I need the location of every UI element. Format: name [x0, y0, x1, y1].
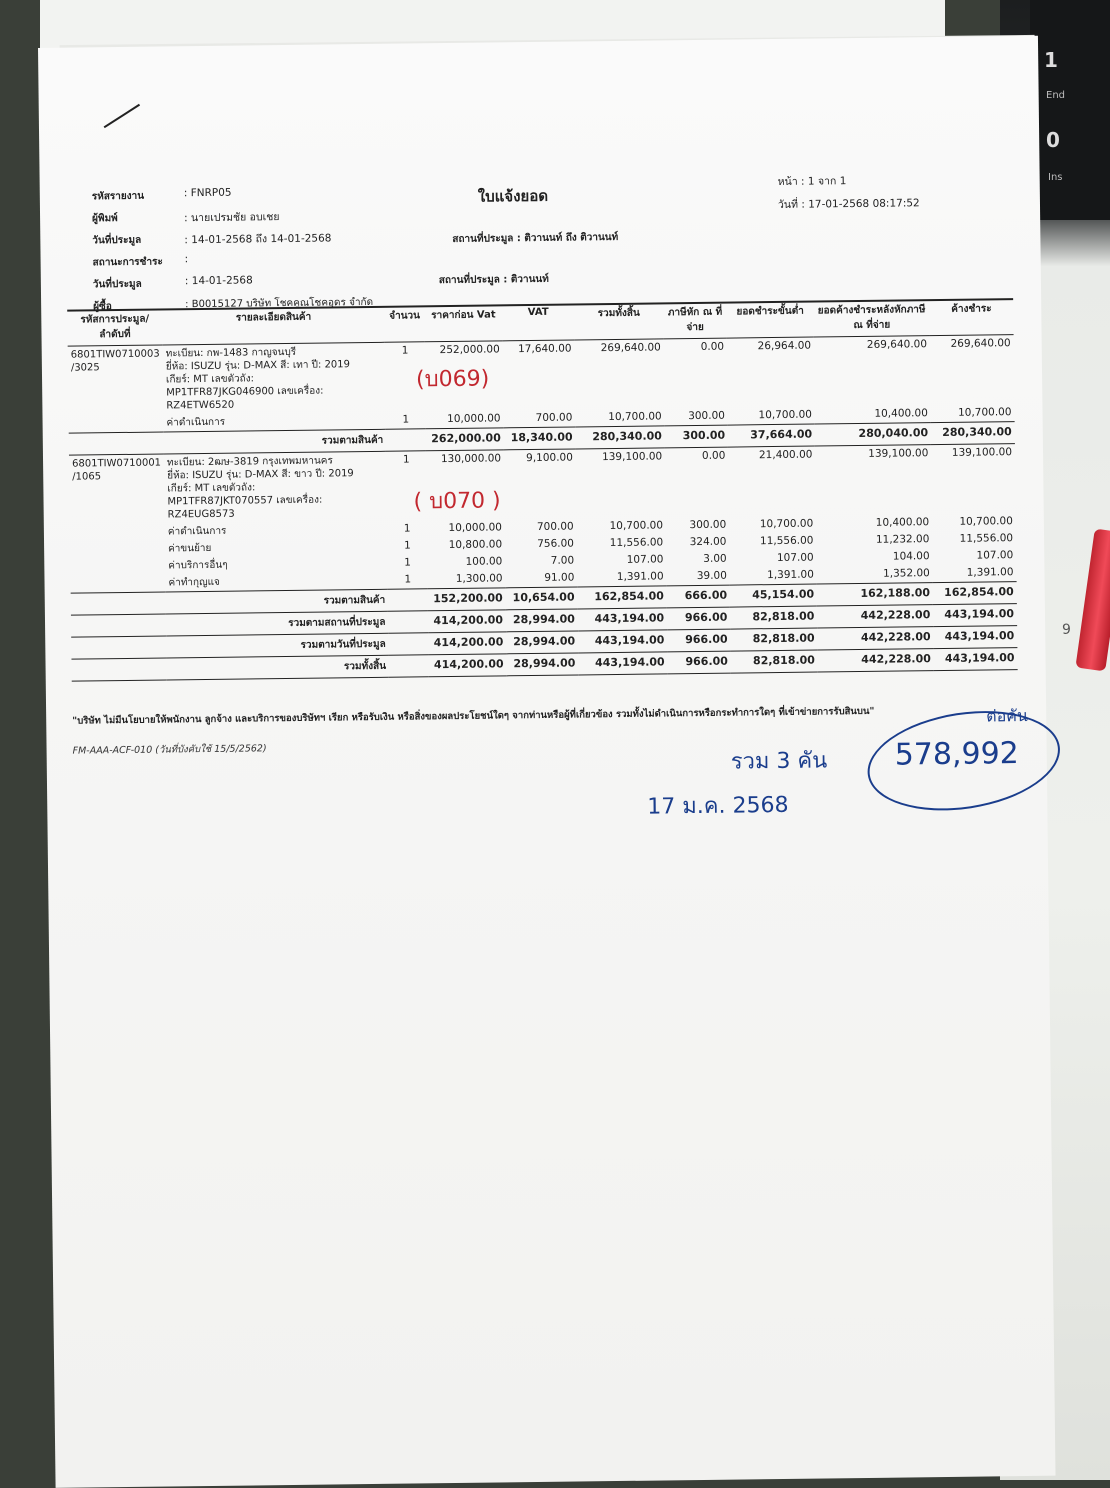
- col-qty: จำนวน: [385, 305, 425, 342]
- document-title: ใบแจ้งยอด: [477, 186, 549, 206]
- total-label: รวมตามสถานที่ประมูล: [166, 611, 389, 636]
- item-min-pay: 10,700.00: [759, 517, 814, 531]
- total-wht: 966.00: [667, 629, 730, 652]
- total-min-pay: 82,818.00: [730, 606, 817, 629]
- subtotal-outstanding: 280,340.00: [931, 422, 1015, 445]
- total-pre-vat: 414,200.00: [428, 632, 506, 655]
- location-range: สถานที่ประมูล : ติวานนท์ ถึง ติวานนท์: [452, 231, 619, 245]
- item-outstanding: 10,700.00: [957, 406, 1012, 419]
- col-total: รวมทั้งสิ้น: [574, 302, 664, 340]
- key-end: End: [1046, 90, 1066, 101]
- subtotal-label: รวมตามสินค้า: [166, 589, 389, 614]
- handwritten-lot-1: (บ069): [415, 366, 490, 393]
- print-date: วันที่ : 17-01-2568 08:17:52: [777, 197, 920, 211]
- key-ins: Ins: [1048, 172, 1063, 183]
- item-wht: 300.00: [689, 518, 727, 532]
- item-desc: ค่าทำกุญแจ: [168, 576, 220, 589]
- disclaimer: "บริษัท ไม่มีนโยบายให้พนักงาน ลูกจ้าง และบริการของบริษัทฯ เรียก หรือรับเงิน หรือสิ่งของผลประโยชน์ใดๆ จากท่านหรือผู้ที่เกี่ยวข้อง รวมทั้งไม่ดำเนินการหรือกระทำการใดๆ ที่เข้าข่ายการรับสินบน": [72, 705, 875, 727]
- item-qty: 1: [403, 522, 411, 535]
- handwritten-amount-note: ต่อคัน: [986, 705, 1028, 726]
- item-desc: ค่าขนย้าย: [168, 542, 212, 555]
- total-after-wht: 442,228.00: [818, 649, 934, 672]
- item-wht: 300.00: [688, 409, 725, 423]
- subtotal-total: 162,854.00: [577, 586, 667, 609]
- item-total: 107.00: [626, 553, 664, 566]
- item-after-wht: 269,640.00: [866, 338, 928, 351]
- item-after-wht: 11,232.00: [875, 533, 930, 546]
- item-outstanding: 139,100.00: [951, 446, 1013, 459]
- handwritten-date: 17 ม.ค. 2568: [647, 792, 789, 820]
- col-wht: ภาษีหัก ณ ที่จ่าย: [663, 302, 727, 339]
- item-desc: ค่าดำเนินการ: [166, 416, 226, 429]
- subtotal-after-wht: 162,188.00: [817, 583, 933, 606]
- item-after-wht: 139,100.00: [868, 447, 929, 460]
- item-qty: 1: [402, 453, 410, 466]
- item-min-pay: 21,400.00: [758, 448, 813, 462]
- item-after-wht: 1,352.00: [882, 567, 930, 580]
- total-min-pay: 82,818.00: [731, 628, 818, 651]
- subtotal-wht: 666.00: [667, 585, 730, 608]
- item-desc: ค่าดำเนินการ: [167, 525, 227, 538]
- subtotal-outstanding: 162,854.00: [933, 582, 1017, 605]
- item-after-wht: 104.00: [892, 550, 930, 563]
- subtotal-vat: 10,654.00: [506, 587, 578, 610]
- item-min-pay: 10,700.00: [758, 408, 813, 422]
- item-qty: 1: [401, 344, 409, 357]
- item-vat: 700.00: [536, 520, 574, 533]
- item-wht: 3.00: [703, 552, 727, 565]
- total-vat: 28,994.00: [506, 653, 578, 676]
- col-min-pay: ยอดชำระขั้นต่ำ: [727, 301, 814, 339]
- subtotal-vat: 18,340.00: [504, 427, 576, 450]
- col-description: รายละเอียดสินค้า: [162, 306, 385, 345]
- total-outstanding: 443,194.00: [933, 604, 1017, 627]
- col-auction-code: รหัสการประมูล/ลำดับที่: [67, 309, 162, 347]
- auction-date-range: : 14-01-2568 ถึง 14-01-2568: [184, 232, 332, 247]
- item-pre-vat: 10,000.00: [448, 521, 502, 535]
- item-total: 11,556.00: [609, 536, 664, 550]
- key-0: 0: [1046, 128, 1060, 152]
- col-outstanding: ค้างชำระ: [929, 298, 1013, 336]
- auction-date-label: วันที่ประมูล: [92, 234, 142, 247]
- report-code-label: รหัสรายงาน: [91, 190, 145, 203]
- item-total: 1,391.00: [616, 570, 664, 583]
- item-outstanding: 10,700.00: [959, 515, 1013, 528]
- subtotal-label: รวมตามสินค้า: [164, 429, 387, 454]
- handwritten-sum-note: รวม 3 คัน: [730, 748, 828, 775]
- col-vat: VAT: [502, 303, 574, 340]
- item-outstanding: 107.00: [976, 549, 1014, 562]
- total-after-wht: 442,228.00: [817, 605, 933, 628]
- item-pre-vat: 10,800.00: [448, 538, 503, 552]
- printer-label: ผู้พิมพ์: [92, 213, 118, 225]
- item-outstanding: 11,556.00: [959, 532, 1014, 545]
- total-outstanding: 443,194.00: [934, 648, 1018, 671]
- form-code: FM-AAA-ACF-010 (วันที่บังคับใช้ 15/5/2562): [72, 743, 267, 757]
- lot-code: 6801TIW0710003 /3025: [70, 348, 160, 374]
- item-total: 10,700.00: [609, 519, 664, 533]
- total-total: 443,194.00: [578, 652, 668, 675]
- item-vat: 9,100.00: [526, 451, 573, 465]
- printer-name: : นายเปรมชัย อบเชย: [184, 211, 280, 225]
- total-wht: 966.00: [668, 651, 731, 674]
- item-pre-vat: 100.00: [465, 555, 503, 568]
- payment-status-label: สถานะการชำระ: [92, 256, 163, 269]
- handwritten-amount: 578,992: [894, 736, 1019, 773]
- item-pre-vat: 130,000.00: [440, 452, 502, 466]
- item-outstanding: 1,391.00: [966, 566, 1014, 579]
- item-desc: ค่าบริการอื่นๆ: [168, 559, 228, 572]
- total-vat: 28,994.00: [506, 631, 578, 654]
- item-min-pay: 26,964.00: [757, 339, 812, 353]
- location: สถานที่ประมูล : ติวานนท์: [438, 273, 549, 287]
- item-vat: 91.00: [544, 571, 575, 584]
- col-after-wht: ยอดค้างชำระหลังหักภาษี ณ ที่จ่าย: [814, 299, 930, 337]
- total-vat: 28,994.00: [506, 609, 578, 632]
- subtotal-min-pay: 37,664.00: [728, 424, 815, 447]
- item-qty: 1: [402, 413, 410, 426]
- item-min-pay: 11,556.00: [759, 534, 814, 548]
- total-label: รวมตามวันที่ประมูล: [166, 633, 389, 658]
- subtotal-min-pay: 45,154.00: [730, 584, 817, 607]
- lot-code: 6801TIW0710001 /1065: [72, 457, 162, 483]
- item-wht: 0.00: [700, 340, 725, 353]
- item-vat: 700.00: [535, 411, 573, 424]
- margin-mark: 9: [1062, 622, 1071, 638]
- item-total: 10,700.00: [608, 410, 662, 424]
- item-pre-vat: 10,000.00: [447, 412, 501, 426]
- total-pre-vat: 414,200.00: [429, 654, 507, 677]
- table-row: [69, 444, 1016, 525]
- item-qty: 1: [404, 556, 412, 569]
- statement-paper: [38, 36, 1056, 1488]
- auction-date2: : 14-01-2568: [184, 274, 253, 288]
- item-qty: 1: [404, 573, 412, 586]
- item-total: 139,100.00: [601, 450, 663, 464]
- item-outstanding: 269,640.00: [950, 337, 1011, 350]
- buyer-name: : B0015127 บริษัท โชคคูณโชคอุดร จำกัด: [185, 296, 374, 311]
- keyboard: [1030, 0, 1110, 220]
- total-total: 443,194.00: [578, 630, 668, 653]
- subtotal-after-wht: 280,040.00: [815, 423, 931, 446]
- total-outstanding: 443,194.00: [933, 626, 1017, 649]
- total-pre-vat: 414,200.00: [428, 610, 506, 633]
- statement-table: [67, 298, 1017, 682]
- item-min-pay: 1,391.00: [767, 568, 814, 582]
- item-desc: ทะเบียน: 2ฒษ-3819 กรุงเทพมหานคร ยี่ห้อ: ISUZU รุ่น: D-MAX สี: ขาว ปี: 2019 เกียร์: MT เลขตัวถัง: MP1TFR87JKT070557 เลขเครื่อง: RZ4EUG8573: [166, 455, 354, 521]
- total-wht: 966.00: [667, 607, 730, 630]
- total-after-wht: 442,228.00: [818, 627, 934, 650]
- subtotal-wht: 300.00: [665, 425, 728, 448]
- subtotal-pre-vat: 262,000.00: [426, 428, 504, 451]
- item-desc: ทะเบียน: กพ-1483 กาญจนบุรี ยี่ห้อ: ISUZU รุ่น: D-MAX สี: เทา ปี: 2019 เกียร์: MT เลขตัวถัง: MP1TFR87JKG046900 เลขเครื่อง: RZ4ETW6520: [165, 346, 351, 412]
- subtotal-total: 280,340.00: [575, 426, 665, 449]
- item-wht: 39.00: [696, 569, 727, 582]
- item-qty: 1: [403, 539, 411, 552]
- item-wht: 0.00: [701, 449, 726, 462]
- item-pre-vat: 252,000.00: [439, 343, 500, 357]
- item-after-wht: 10,400.00: [875, 516, 930, 529]
- table-row: [68, 335, 1015, 416]
- item-min-pay: 107.00: [776, 551, 814, 565]
- item-wht: 324.00: [689, 535, 727, 549]
- subtotal-pre-vat: 152,200.00: [428, 588, 506, 611]
- auction-date2-label: วันที่ประมูล: [92, 278, 142, 291]
- page-info: หน้า : 1 จาก 1: [777, 175, 847, 188]
- key-1: 1: [1044, 48, 1058, 72]
- col-pre-vat: ราคาก่อน Vat: [424, 304, 502, 341]
- item-vat: 7.00: [550, 554, 575, 567]
- item-vat: 17,640.00: [518, 342, 572, 356]
- report-code: : FNRP05: [183, 186, 232, 200]
- buyer-label: ผู้ซื้อ: [93, 301, 112, 313]
- item-pre-vat: 1,300.00: [455, 572, 503, 585]
- payment-status: :: [184, 253, 189, 266]
- handwritten-lot-2: ( บ070 ): [413, 488, 501, 515]
- total-min-pay: 82,818.00: [731, 650, 818, 673]
- total-total: 443,194.00: [578, 608, 668, 631]
- total-label: รวมทั้งสิ้น: [166, 655, 389, 680]
- item-total: 269,640.00: [600, 341, 661, 355]
- item-after-wht: 10,400.00: [874, 407, 928, 420]
- item-vat: 756.00: [537, 537, 574, 550]
- pen-mark: [104, 104, 140, 128]
